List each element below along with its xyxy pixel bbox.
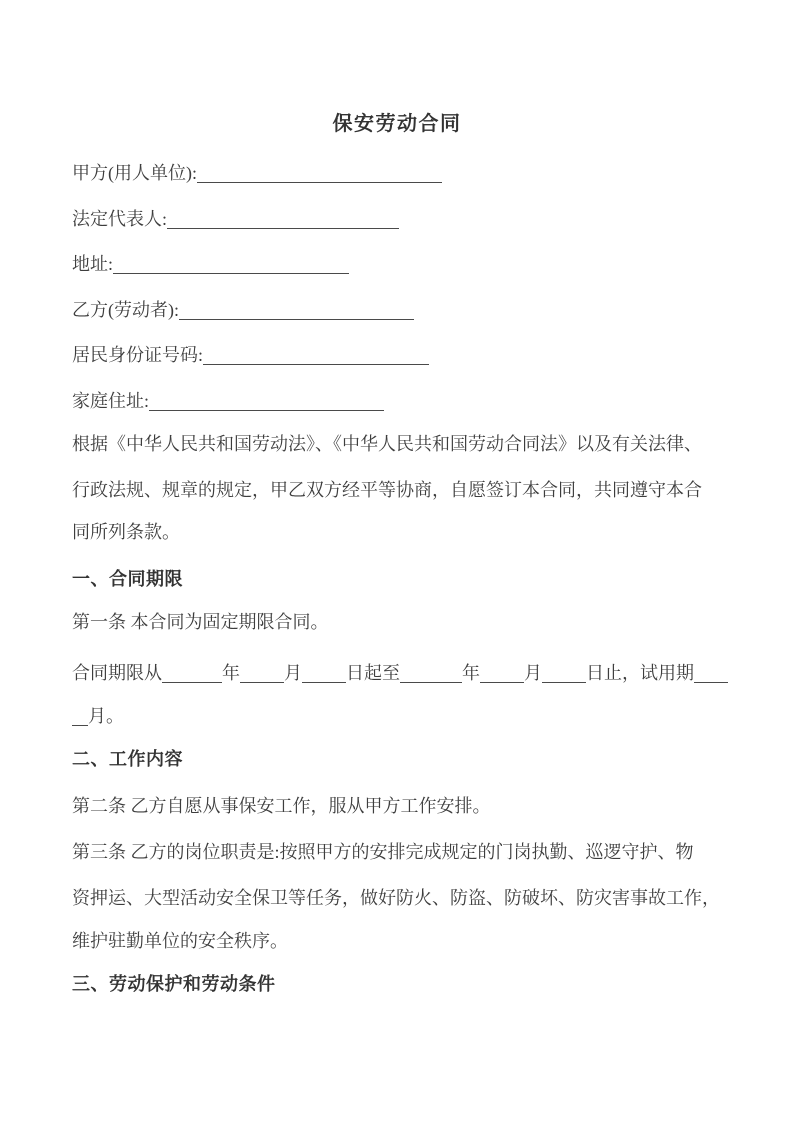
clause-3-line-1: 第三条 乙方的岗位职责是:按照甲方的安排完成规定的门岗执勤、巡逻守护、物 [72,842,694,862]
blank-underline [113,268,349,274]
blank-underline [162,677,222,683]
blank-underline [203,359,429,365]
preamble-line-2: 行政法规、规章的规定，甲乙双方经平等协商，自愿签订本合同，共同遵守本合 [72,480,702,500]
clause-2: 第二条 乙方自愿从事保安工作，服从甲方工作安排。 [72,796,491,816]
field-home-address [72,388,384,414]
section-2-heading: 二、工作内容 [72,749,183,769]
section-1-heading: 一、合同期限 [72,569,183,589]
blank-underline [694,677,728,683]
term-text: 年 [222,663,240,683]
term-text: 日止，试用期 [586,663,694,683]
field-legal-representative-label: 法定代表人: [72,209,168,229]
term-text: 月 [524,663,542,683]
clause-1: 第一条 本合同为固定期限合同。 [72,612,329,632]
contract-title: 保安劳动合同 [332,113,462,135]
blank-underline [400,677,462,683]
blank-underline [72,720,88,726]
field-address [72,251,349,277]
contract-term-line-1 [72,660,728,686]
blank-underline [240,677,284,683]
term-text: 月。 [88,706,124,726]
blank-underline [302,677,346,683]
blank-underline [542,677,586,683]
field-home-address-label: 家庭住址: [72,391,150,411]
blank-underline [167,223,399,229]
field-id-number [72,342,429,368]
blank-underline [197,177,442,183]
clause-3-line-3: 维护驻勤单位的安全秩序。 [72,931,288,951]
field-party-b-label: 乙方(劳动者): [72,300,179,320]
field-party-a-label: 甲方(用人单位): [72,163,197,183]
blank-underline [179,314,414,320]
field-address-label: 地址: [72,254,114,274]
term-text: 月 [284,663,302,683]
field-id-number-label: 居民身份证号码: [72,345,204,365]
clause-3-line-2: 资押运、大型活动安全保卫等任务，做好防火、防盗、防破坏、防灾害事故工作， [72,888,720,908]
term-text: 日起至 [346,663,400,683]
field-party-a [72,160,442,186]
blank-underline [480,677,524,683]
term-text: 合同期限从 [72,663,162,683]
contract-term-line-2 [72,703,124,729]
field-party-b [72,297,414,323]
preamble-line-3: 同所列条款。 [72,522,180,542]
field-legal-representative [72,206,399,232]
term-text: 年 [462,663,480,683]
section-3-heading: 三、劳动保护和劳动条件 [72,974,276,994]
blank-underline [149,405,384,411]
preamble-line-1: 根据《中华人民共和国劳动法》、《中华人民共和国劳动合同法》以及有关法律、 [72,434,702,454]
